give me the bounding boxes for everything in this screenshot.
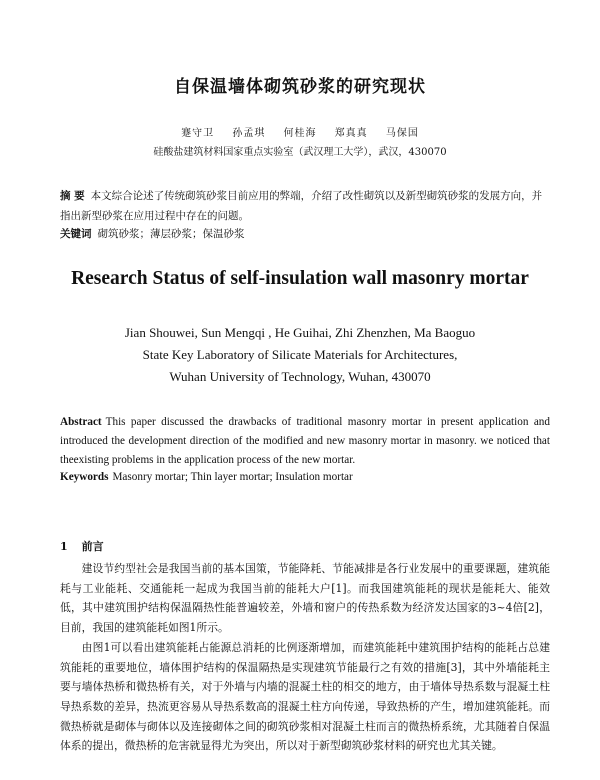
chinese-keywords-text: 砌筑砂浆；薄层砂浆；保温砂浆 xyxy=(97,228,245,240)
english-keywords-text: Masonry mortar; Thin layer mortar; Insulation mortar xyxy=(112,471,353,483)
chinese-keywords-label: 关键词 xyxy=(60,228,92,240)
chinese-title: 自保温墙体砌筑砂浆的研究现状 xyxy=(174,77,426,97)
body-paragraph-2: 由图1可以看出建筑能耗占能源总消耗的比例逐渐增加，而建筑能耗中建筑围护结构的能耗占总建筑能耗的重要地位，墙体围护结构的保温隔热是实现建筑节能最行之有效的措施[3]，其中外墙能耗主要与墙体热桥和微热桥有关，对于外墙与内墙的混凝土柱的相交的地方，由于墙体导热系数与混凝土柱导热系数的差异，热流更容易从导热系数高的混凝土柱方向传递，导致热桥的产生，增加建筑能耗。而微热桥就是砌体与砌体以及连接砌体之间的砌筑砂浆相对混凝土柱而言的微热桥系统，尤其随着自保温体系的提出，微热桥的危害就显得尤为突出，所以对于新型砌筑砂浆材料的研究也尤其关键。 xyxy=(60,640,550,753)
chinese-authors: 蹇守卫 孙孟琪 何桂海 郑真真 马保国 xyxy=(181,128,419,139)
english-authors: Jian Shouwei, Sun Mengqi , He Guihai, Zhi Zhenzhen, Ma Baoguo xyxy=(124,325,476,340)
chinese-keywords xyxy=(60,226,550,241)
chinese-abstract xyxy=(60,186,550,226)
english-abstract-text: This paper discussed the drawbacks of traditional masonry mortar in present application and introduced the development direction of the modified and new masonry mortar in masonry. we noticed that theexisting problems in the application process of the new mortar. xyxy=(60,416,550,466)
english-abstract-label: Abstract xyxy=(60,416,102,428)
english-affiliation-line-2: Wuhan University of Technology, Wuhan, 430070 xyxy=(169,369,431,384)
english-title: Research Status of self-insulation wall masonry mortar xyxy=(71,268,529,289)
section-title: 前言 xyxy=(81,540,104,553)
chinese-abstract-text: 本文综合论述了传统砌筑砂浆目前应用的弊端，介绍了改性砌筑以及新型砌筑砂浆的发展方向，并指出新型砂浆在应用过程中存在的问题。 xyxy=(60,190,543,222)
english-keywords-label: Keywords xyxy=(60,471,109,483)
body-paragraph-1: 建设节约型社会是我国当前的基本国策，节能降耗、节能减排是各行业发展中的重要课题，建筑能耗与工业能耗、交通能耗一起成为我国当前的能耗大户[1]。而我国建筑能耗的现状是能耗大、能效低，其中建筑围护结构保温隔热性能普遍较差，外墙和窗户的传热系数为经济发达国家的3~4倍[2]，目前，我国的建筑能耗如图1所示。 xyxy=(60,562,550,635)
chinese-abstract-label: 摘 要 xyxy=(60,190,85,202)
english-abstract xyxy=(60,413,550,470)
chinese-affiliation: 硅酸盐建筑材料国家重点实验室（武汉理工大学），武汉，430070 xyxy=(153,147,447,158)
section-number: 1 xyxy=(60,540,68,553)
english-keywords xyxy=(60,471,550,483)
english-affiliation-line-1: State Key Laboratory of Silicate Materials for Architectures, xyxy=(142,347,458,362)
section-heading xyxy=(60,538,104,554)
body-text xyxy=(60,559,550,756)
